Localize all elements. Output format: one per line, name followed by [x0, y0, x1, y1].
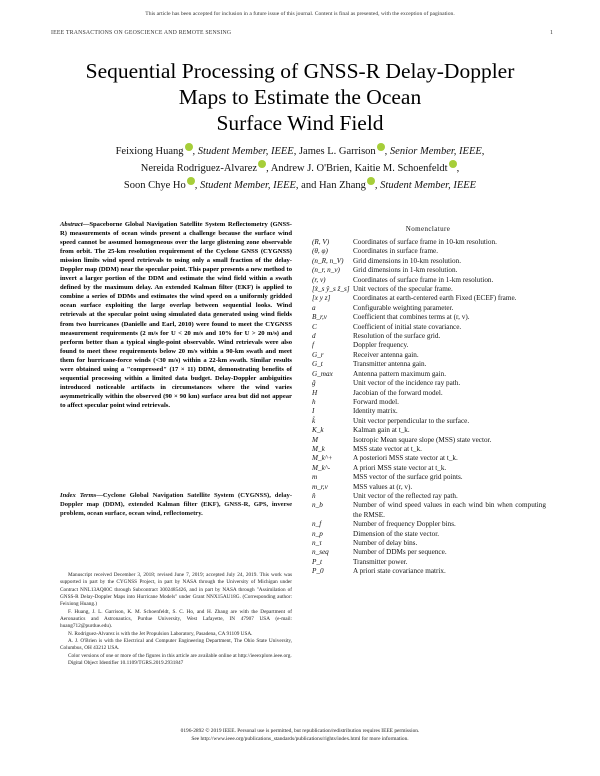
nomenclature-definition: Dimension of the state vector.: [353, 529, 440, 538]
paper-title: [40, 58, 560, 136]
nomenclature-list: [312, 238, 546, 577]
nomenclature-definition: Doppler frequency.: [353, 341, 409, 350]
nomenclature-entry: [312, 407, 546, 416]
nomenclature-symbol: h: [312, 397, 316, 406]
author-role: , Student Member, IEEE: [194, 180, 296, 191]
nomenclature-symbol: d: [312, 332, 316, 341]
nomenclature-definition: Kalman gain at t_k.: [353, 426, 410, 435]
nomenclature-definition: Isotropic Mean square slope (MSS) state vector.: [353, 435, 492, 444]
footnote: Color versions of one or more of the figures in this article are available online at http://ieeexplore.ieee.org.: [68, 652, 292, 659]
abstract-text: —Spaceborne Global Navigation Satellite System Reflectometry (GNSS-R) measurements of ocean winds present a challenge because the surface wind speed cannot be assumed homogeneous over the large glistening zone observable from orbit. The 25-km resolution requirement of the Cyclone GNSS (CYGNSS) mission limits wind speed retrievals to using only a small fraction of the delay-Doppler map (DDM) near the specular point. This paper presents a new method to invert a larger portion of the DDM and estimate the wind field within a swath defined by the maximum delay. An extended Kalman filter (EKF) is applied to combine a series of DDMs and estimates the wind speed on a uniformly gridded ocean surface exploiting the large overlap between sequential looks. Wind retrievals at the specular point using simulated data generated using wind fields from two hurricanes (Danielle and Earl, 2010) were found to meet the CYGNSS measurement requirements (2 m/s for U < 20 m/s and 10% for U > 20 m/s) and perform better than a typical single-point observable. Wind retrievals were also found to meet these requirements below 20 m/s within a 90-km swath and meet them for hurricane-force winds (<30 m/s) within a 22-km swath. Similar results were obtained using a "compressed" (17 × 11) DDM, demonstrating benefits of sequential processing within a limited data budget. Delay-Doppler ambiguities introduced noticeable artifacts in circumstances where the wind varies asymmetrically within the observed (90 × 90 km) surface area but did not appear to affect specular point wind retrievals.: [60, 221, 292, 409]
nomenclature-entry: [312, 454, 546, 463]
index-terms: [60, 491, 292, 518]
author-list: [40, 143, 560, 194]
nomenclature-entry: [312, 539, 546, 548]
nomenclature-entry: [312, 257, 546, 266]
author-separator: ,: [456, 163, 460, 174]
nomenclature-symbol: k̂: [312, 416, 316, 425]
author-name: Feixiong Huang: [115, 146, 184, 157]
nomenclature-entry: [312, 445, 546, 454]
footnote: A. J. O'Brien is with the Electrical and Computer Engineering Department, The Ohio State University, Columbus, OH 43212 USA.: [60, 638, 292, 652]
nomenclature-entry: [312, 558, 546, 567]
nomenclature-symbol: ĝ: [312, 379, 316, 388]
nomenclature-symbol: m: [312, 473, 318, 482]
footnote: Digital Object Identifier 10.1109/TGRS.2019.2931847: [68, 660, 184, 667]
nomenclature-symbol: H: [312, 388, 318, 397]
nomenclature-entry: [312, 238, 546, 247]
nomenclature-entry: [312, 360, 546, 369]
nomenclature-entry: [312, 548, 546, 557]
nomenclature-symbol: G_max: [312, 369, 333, 378]
nomenclature-symbol: (r, v): [312, 275, 326, 284]
nomenclature-definition: Forward model.: [353, 397, 399, 406]
nomenclature-definition: Coefficient of initial state covariance.: [353, 322, 462, 331]
nomenclature-definition: Jacobian of the forward model.: [353, 388, 443, 397]
nomenclature-definition: Number of wind speed values in each wind bin when computing the RMSE.: [353, 501, 546, 519]
nomenclature-symbol: n_f: [312, 520, 322, 529]
author-names: , Andrew J. O'Brien, Kaitie M. Schoenfeldt: [266, 163, 448, 174]
nomenclature-symbol: f: [312, 341, 314, 350]
nomenclature-definition: MSS vector of the surface grid points.: [353, 473, 463, 482]
nomenclature-entry: [312, 370, 546, 379]
nomenclature-entry: [312, 483, 546, 492]
nomenclature-entry: [312, 464, 546, 473]
nomenclature-symbol: M_k^+: [312, 454, 333, 463]
nomenclature-symbol: (R, V): [312, 238, 330, 246]
nomenclature-entry: [312, 398, 546, 407]
nomenclature-definition: Receiver antenna gain.: [353, 350, 419, 359]
author-name: James L. Garrison: [298, 146, 376, 157]
nomenclature-symbol: (θ, φ): [312, 247, 328, 256]
nomenclature-entry: [312, 492, 546, 501]
index-terms-text: —Cyclone Global Navigation Satellite System (CYGNSS), delay-Doppler map (DDM), extended Kalman filter (EKF), GNSS-R, GPS, inverse problem, ocean surface, ocean wind, reflectometry.: [60, 492, 293, 518]
nomenclature-entry: [312, 473, 546, 482]
nomenclature-entry: [312, 247, 546, 256]
footnote: Manuscript received December 3, 2018; revised June 7, 2019; accepted July 24, 2019. This work was supported in part by the CYGNSS Project, in part by NASA through the University of Michigan under Contract NNL13AQ00C through Subcontract 3002485426, and in part by NASA through "Assimilation of GNSS-R Delay-Doppler Maps into Hurricane Models" under Grant NNX15AU18G. (Corresponding author: Feixiong Huang.): [60, 572, 292, 608]
nomenclature-definition: Antenna pattern maximum gain.: [353, 369, 447, 378]
nomenclature-symbol: P_t: [312, 557, 322, 566]
nomenclature-symbol: [x y z]: [312, 294, 331, 303]
orcid-icon[interactable]: [187, 177, 195, 185]
nomenclature-definition: Identity matrix.: [353, 407, 398, 416]
footnote: F. Huang, J. L. Garrison, K. M. Schoenfeldt, S. C. Ho, and H. Zhang are with the Department of Aeronautics and Astronautics, Purdue University, West Lafayette, IN 47907 USA (e-mail: huang712@purdue.edu).: [60, 608, 292, 630]
nomenclature-entry: [312, 436, 546, 445]
orcid-icon[interactable]: [449, 160, 457, 168]
author-line-3: [40, 177, 560, 194]
nomenclature-definition: Coordinates of surface frame in 1-km resolution.: [353, 275, 494, 284]
nomenclature-definition: Number of DDMs per sequence.: [353, 548, 447, 557]
nomenclature-symbol: n_seq: [312, 548, 329, 557]
nomenclature-entry: [312, 530, 546, 539]
nomenclature-symbol: B_r,v: [312, 313, 327, 322]
journal-header: IEEE TRANSACTIONS ON GEOSCIENCE AND REMOTE SENSING: [51, 30, 232, 36]
author-names: , and Han Zhang: [295, 180, 366, 191]
nomenclature-entry: [312, 351, 546, 360]
nomenclature-definition: Unit vectors of the specular frame.: [353, 285, 453, 294]
nomenclature-entry: [312, 417, 546, 426]
author-name: Soon Chye Ho: [123, 180, 186, 191]
index-terms-label: Index Terms: [60, 492, 97, 499]
nomenclature-symbol: M_k: [312, 444, 325, 453]
nomenclature-entry: [312, 332, 546, 341]
abstract-label: Abstract: [60, 221, 83, 228]
nomenclature-definition: Number of frequency Doppler bins.: [353, 520, 456, 529]
footnotes: [60, 572, 292, 667]
nomenclature-symbol: G_t: [312, 360, 323, 369]
nomenclature-definition: Transmitter power.: [353, 557, 408, 566]
acceptance-notice: This article has been accepted for inclusion in a future issue of this journal. Content is final as presented, with the exception of pagination.: [145, 11, 455, 17]
copyright-line-2: See http://www.ieee.org/publications_standards/publications/rights/index.html for more information.: [191, 736, 409, 742]
nomenclature-definition: Unit vector of the incidence ray path.: [353, 379, 461, 388]
nomenclature-entry: [312, 389, 546, 398]
nomenclature-entry: [312, 323, 546, 332]
nomenclature-definition: A posteriori MSS state vector at t_k.: [353, 454, 458, 463]
nomenclature-definition: Coordinates at earth-centered earth Fixed (ECEF) frame.: [353, 294, 517, 303]
orcid-icon[interactable]: [367, 177, 375, 185]
nomenclature-definition: Coordinates of surface frame in 10-km resolution.: [353, 238, 497, 246]
footnote: N. Rodriguez-Alvarez is with the Jet Propulsion Laboratory, Pasadena, CA 91109 USA.: [68, 630, 253, 637]
nomenclature-entry: [312, 276, 546, 285]
nomenclature-definition: Grid dimensions in 10-km resolution.: [353, 256, 462, 265]
nomenclature-symbol: C: [312, 322, 317, 331]
nomenclature-entry: [312, 567, 546, 576]
nomenclature-symbol: m_r,v: [312, 482, 328, 491]
nomenclature-definition: Resolution of the surface grid.: [353, 332, 441, 341]
orcid-icon[interactable]: [185, 143, 193, 151]
nomenclature-symbol: n_p: [312, 529, 323, 538]
nomenclature-definition: Grid dimensions in 1-km resolution.: [353, 266, 458, 275]
nomenclature-definition: A priori state covariance matrix.: [353, 567, 446, 576]
abstract: [60, 220, 292, 410]
nomenclature-symbol: n_b: [312, 501, 323, 510]
nomenclature-definition: Coordinates in surface frame.: [353, 247, 439, 256]
nomenclature-symbol: G_r: [312, 350, 324, 359]
nomenclature-symbol: n̂: [312, 491, 316, 500]
nomenclature-symbol: M_k^-: [312, 463, 331, 472]
nomenclature-entry: [312, 426, 546, 435]
nomenclature-definition: Number of delay bins.: [353, 539, 418, 547]
nomenclature-symbol: I: [312, 407, 315, 416]
author-name: Nereida Rodriguez-Alvarez: [140, 163, 258, 174]
nomenclature-definition: Unit vector of the reflected ray path.: [353, 491, 458, 500]
nomenclature-entry: [312, 285, 546, 294]
author-line-2: [40, 160, 560, 177]
nomenclature-definition: A priori MSS state vector at t_k.: [353, 463, 447, 472]
copyright-line-1: 0196-2892 © 2019 IEEE. Personal use is permitted, but republication/redistribution requires IEEE permission.: [180, 728, 420, 734]
title-line-1: Sequential Processing of GNSS-R Delay-Doppler: [85, 59, 515, 83]
nomenclature-symbol: [x̂_s ŷ_s ẑ_s]: [312, 285, 350, 294]
author-role: , Student Member, IEEE: [192, 146, 294, 157]
nomenclature-entry: [312, 341, 546, 350]
nomenclature-definition: Coefficient that combines terms at (r, v).: [353, 313, 470, 322]
author-role: , Student Member, IEEE: [374, 180, 477, 191]
nomenclature-symbol: (n_R, n_V): [312, 256, 344, 265]
nomenclature-definition: MSS state vector at t_k.: [353, 444, 422, 453]
orcid-icon[interactable]: [258, 160, 266, 168]
nomenclature-symbol: n_τ: [312, 539, 322, 547]
copyright-notice: [0, 727, 600, 743]
nomenclature-symbol: (n_r, n_v): [312, 266, 340, 275]
nomenclature-entry: [312, 313, 546, 322]
nomenclature-entry: [312, 294, 546, 303]
nomenclature-heading: Nomenclature: [405, 225, 451, 233]
nomenclature-symbol: a: [312, 303, 316, 312]
author-line-1: [40, 143, 560, 160]
nomenclature-definition: MSS values at (r, v).: [353, 482, 413, 491]
title-line-2: Maps to Estimate the Ocean: [178, 85, 422, 109]
orcid-icon[interactable]: [377, 143, 385, 151]
nomenclature-entry: [312, 266, 546, 275]
nomenclature-entry: [312, 501, 546, 520]
nomenclature-entry: [312, 379, 546, 388]
nomenclature-symbol: P_0: [312, 567, 324, 576]
nomenclature-definition: Configurable weighting parameter.: [353, 303, 454, 312]
author-role: , Senior Member, IEEE: [384, 146, 482, 157]
nomenclature-entry: [312, 520, 546, 529]
nomenclature-definition: Transmitter antenna gain.: [353, 360, 427, 369]
nomenclature-symbol: M: [312, 435, 318, 444]
nomenclature-definition: Unit vector perpendicular to the surface.: [353, 416, 470, 425]
nomenclature-symbol: K_k: [312, 426, 324, 435]
nomenclature-entry: [312, 304, 546, 313]
author-separator: ,: [293, 146, 299, 157]
title-line-3: Surface Wind Field: [216, 111, 384, 135]
author-separator: ,: [481, 146, 485, 157]
page-number: 1: [550, 30, 553, 36]
